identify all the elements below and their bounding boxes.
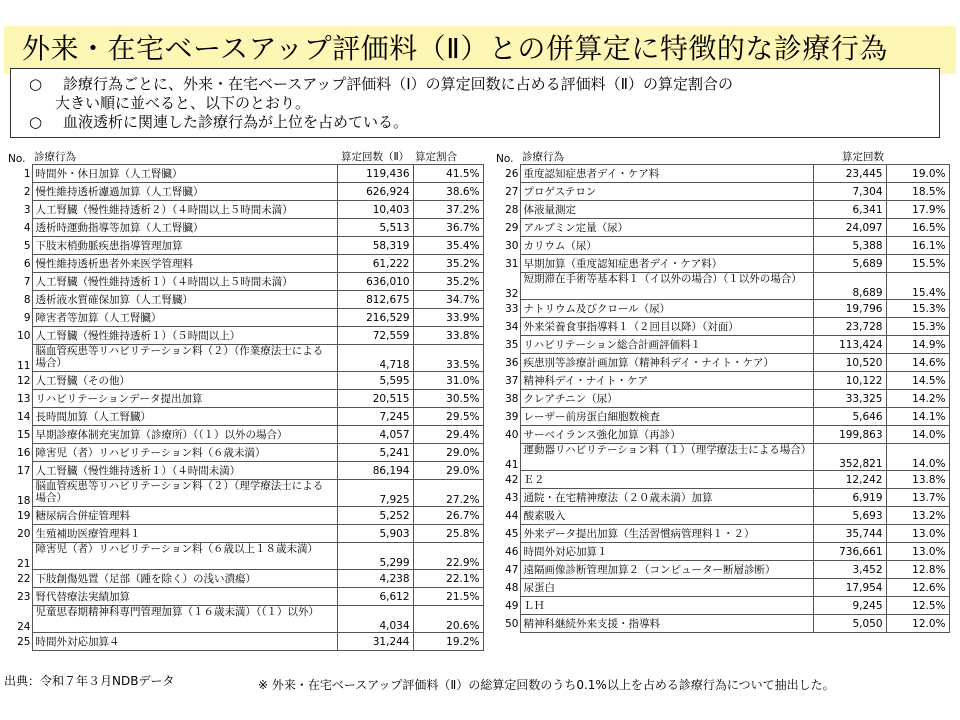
row-number: 25 [17,635,31,648]
table-row [6,201,483,219]
header-name: 診療行為 [34,151,76,163]
count-value: 6,612 [337,588,413,606]
count-value: 5,646 [813,408,886,426]
header-name: 診療行為 [522,151,564,163]
procedure-name: 時間外対応加算１ [520,543,813,561]
table-row [494,471,949,489]
count-value: 5,595 [337,372,413,390]
left-table [6,149,484,651]
table-row [494,507,949,525]
table-row [6,633,483,651]
table-row [6,408,483,426]
count-value: 19,796 [813,300,886,318]
procedure-name: クレアチニン（尿） [520,390,813,408]
row-number: 15 [17,428,31,441]
count-value: 216,529 [337,309,413,327]
table-row [6,327,483,345]
count-value: 4,238 [337,570,413,588]
procedure-name: 早期診療体制充実加算（診療所）（（１）以外の場合） [32,426,337,444]
row-number: 22 [17,572,31,585]
procedure-name: 障害者等加算（人工腎臓） [32,309,337,327]
count-value: 5,050 [813,615,886,633]
table-row [6,480,483,507]
table-row [494,444,949,471]
table-row [6,291,483,309]
row-number: 29 [505,221,519,234]
procedure-name: 人工腎臓（慢性維持透析１）（５時間以上） [32,327,337,345]
procedure-name: 慢性維持透析濾過加算（人工腎臓） [32,183,337,201]
row-number: 9 [23,311,31,324]
procedure-name: 障害児（者）リハビリテーション料（６歳未満） [32,444,337,462]
procedure-name: Ｅ２ [520,471,813,489]
footnote: ※ 外来・在宅ベースアップ評価料（Ⅱ）の総算定回数のうち0.1%以上を占める診療行為について抽出した。 [258,678,835,692]
ratio-value: 31.0% [413,372,483,390]
row-number: 2 [23,185,31,198]
table-row [494,408,949,426]
procedure-name: 児童思春期精神科専門管理加算（１６歳未満）（（１）以外） [32,606,337,633]
table-row [494,255,949,273]
table-row [494,318,949,336]
row-number: 12 [17,374,31,387]
ratio-value: 33.8% [413,327,483,345]
procedure-name: 透析液水質確保加算（人工腎臓） [32,291,337,309]
ratio-value: 13.0% [886,543,949,561]
row-number: 37 [505,374,519,387]
row-number: 43 [505,491,519,504]
table-row [6,183,483,201]
ratio-value: 12.8% [886,561,949,579]
procedure-name: 外来栄養食事指導料１（２回目以降）（対面） [520,318,813,336]
count-value: 5,689 [813,255,886,273]
row-number: 14 [17,410,31,423]
count-value: 4,718 [337,345,413,372]
ratio-value: 29.0% [413,444,483,462]
header-ratio: 算定割合 [415,151,457,163]
count-value: 10,520 [813,354,886,372]
procedure-name: サーベイランス強化加算（再診） [520,426,813,444]
ratio-value: 22.1% [413,570,483,588]
row-number: 30 [505,239,519,252]
table-row [6,606,483,633]
count-value: 5,241 [337,444,413,462]
table-row [6,165,483,183]
procedure-name: 脳血管疾患等リハビリテーション料（２）（理学療法士による場合） [32,480,337,507]
row-number: 13 [17,392,31,405]
ratio-value: 13.7% [886,489,949,507]
right-table [494,149,950,633]
ratio-value: 33.5% [413,345,483,372]
count-value: 24,097 [813,219,886,237]
row-number: 23 [17,590,31,603]
ratio-value: 14.0% [886,444,949,471]
row-number: 38 [505,392,519,405]
count-value: 8,689 [813,273,886,300]
row-number: 20 [17,527,31,540]
ratio-value: 14.0% [886,426,949,444]
ratio-value: 21.5% [413,588,483,606]
count-value: 6,919 [813,489,886,507]
table-row [6,237,483,255]
row-number: 41 [505,458,519,471]
row-number: 17 [17,464,31,477]
row-number: 40 [505,428,519,441]
table-row [494,354,949,372]
row-number: 11 [17,359,31,372]
table-row [6,345,483,372]
procedure-name: 人工腎臓（慢性維持透析２）（４時間以上５時間未満） [32,201,337,219]
table-row [494,273,949,300]
table-row [494,543,949,561]
ratio-value: 34.7% [413,291,483,309]
procedure-name: 重度認知症患者デイ・ケア料 [520,165,813,183]
table-row [6,390,483,408]
count-value: 20,515 [337,390,413,408]
table-row [6,372,483,390]
ratio-value: 29.5% [413,408,483,426]
count-value: 3,452 [813,561,886,579]
header-no: No. [8,152,26,165]
row-number: 42 [505,473,519,486]
header-count: 算定回数 [842,151,884,163]
ratio-value: 20.6% [413,606,483,633]
bullet-icon: ○ [29,113,43,131]
ratio-value: 35.2% [413,273,483,291]
table-row [6,570,483,588]
count-value: 4,057 [337,426,413,444]
count-value: 61,222 [337,255,413,273]
table-row [6,426,483,444]
ratio-value: 13.8% [886,471,949,489]
count-value: 33,325 [813,390,886,408]
procedure-name: アルブミン定量（尿） [520,219,813,237]
summary-line-1-cont: 大きい順に並べると、以下のとおり。 [55,94,311,112]
procedure-name: 腎代替療法実績加算 [32,588,337,606]
table-row [6,309,483,327]
procedure-name: 運動器リハビリテーション料（１）（理学療法士による場合） [520,444,813,471]
procedure-name: 障害児（者）リハビリテーション料（６歳以上１８歳未満） [32,543,337,570]
row-number: 21 [17,557,31,570]
table-row [494,561,949,579]
table-header-row [494,149,949,165]
ratio-value: 19.2% [413,633,483,651]
count-value: 7,925 [337,480,413,507]
row-number: 50 [505,617,519,630]
procedure-name: 生殖補助医療管理料１ [32,525,337,543]
ratio-value: 38.6% [413,183,483,201]
row-number: 47 [505,563,519,576]
table-row [494,300,949,318]
row-number: 6 [23,257,31,270]
procedure-name: 体液量測定 [520,201,813,219]
count-value: 72,559 [337,327,413,345]
ratio-value: 33.9% [413,309,483,327]
count-value: 58,319 [337,237,413,255]
row-number: 34 [505,320,519,333]
count-value: 199,863 [813,426,886,444]
ratio-value: 37.2% [413,201,483,219]
count-value: 31,244 [337,633,413,651]
count-value: 5,252 [337,507,413,525]
count-value: 10,122 [813,372,886,390]
ratio-value: 22.9% [413,543,483,570]
table-row [494,489,949,507]
ratio-value: 25.8% [413,525,483,543]
table-row [6,219,483,237]
ratio-value: 12.0% [886,615,949,633]
header-ratio [886,149,949,165]
row-number: 8 [23,293,31,306]
table-row [494,237,949,255]
ratio-value: 27.2% [413,480,483,507]
ratio-value: 14.5% [886,372,949,390]
procedure-name: ＬＨ [520,597,813,615]
row-number: 7 [23,275,31,288]
procedure-name: ナトリウム及びクロール（尿） [520,300,813,318]
source-note: 出典：令和７年３月NDBデータ [4,674,175,688]
ratio-value: 15.3% [886,318,949,336]
ratio-value: 13.0% [886,525,949,543]
ratio-value: 19.0% [886,165,949,183]
ratio-value: 18.5% [886,183,949,201]
row-number: 27 [505,185,519,198]
ratio-value: 16.1% [886,237,949,255]
table-row [494,372,949,390]
count-value: 736,661 [813,543,886,561]
row-number: 48 [505,581,519,594]
procedure-name: 長時間加算（人工腎臓） [32,408,337,426]
ratio-value: 15.4% [886,273,949,300]
table-row [494,201,949,219]
ratio-value: 17.9% [886,201,949,219]
procedure-name: 尿蛋白 [520,579,813,597]
count-value: 9,245 [813,597,886,615]
table-row [494,579,949,597]
table-row [494,615,949,633]
table-row [494,336,949,354]
count-value: 10,403 [337,201,413,219]
bullet-icon: ○ [29,75,43,93]
ratio-value: 12.5% [886,597,949,615]
count-value: 352,821 [813,444,886,471]
ratio-value: 35.4% [413,237,483,255]
count-value: 17,954 [813,579,886,597]
table-row [494,390,949,408]
row-number: 28 [505,203,519,216]
table-row [6,255,483,273]
count-value: 5,693 [813,507,886,525]
count-value: 5,513 [337,219,413,237]
count-value: 5,903 [337,525,413,543]
table-row [6,525,483,543]
row-number: 16 [17,446,31,459]
procedure-name: 精神科継続外来支援・指導料 [520,615,813,633]
row-number: 49 [505,599,519,612]
row-number: 31 [505,257,519,270]
count-value: 23,728 [813,318,886,336]
ratio-value: 29.4% [413,426,483,444]
count-value: 4,034 [337,606,413,633]
ratio-value: 15.3% [886,300,949,318]
count-value: 5,388 [813,237,886,255]
row-number: 19 [17,509,31,522]
table-row [6,507,483,525]
ratio-value: 36.7% [413,219,483,237]
summary-box [10,68,940,138]
procedure-name: 疾患別等診療計画加算（精神科デイ・ナイト・ケア） [520,354,813,372]
row-number: 24 [17,620,31,633]
procedure-name: 下肢末梢動脈疾患指導管理加算 [32,237,337,255]
table-row [494,426,949,444]
procedure-name: 下肢創傷処置（足部（踵を除く）の浅い潰瘍） [32,570,337,588]
procedure-name: カリウム（尿） [520,237,813,255]
procedure-name: 時間外対応加算４ [32,633,337,651]
count-value: 636,010 [337,273,413,291]
table-row [494,219,949,237]
procedure-name: プロゲステロン [520,183,813,201]
page-title: 外来・在宅ベースアップ評価料（Ⅱ）との併算定に特徴的な診療行為 [22,32,888,65]
table-row [494,165,949,183]
count-value: 35,744 [813,525,886,543]
ratio-value: 15.5% [886,255,949,273]
ratio-value: 16.5% [886,219,949,237]
ratio-value: 14.1% [886,408,949,426]
summary-line-1: ○ 診療行為ごとに、外来・在宅ベースアップ評価料（Ⅰ）の算定回数に占める評価料（Ⅱ）の算定割合の [29,75,734,93]
ratio-value: 29.0% [413,462,483,480]
count-value: 7,304 [813,183,886,201]
row-number: 5 [23,239,31,252]
row-number: 18 [17,494,31,507]
procedure-name: リハビリテーションデータ提出加算 [32,390,337,408]
row-number: 32 [505,287,519,300]
row-number: 26 [505,167,519,180]
procedure-name: 時間外・休日加算（人工腎臓） [32,165,337,183]
procedure-name: 精神科デイ・ナイト・ケア [520,372,813,390]
table-row [6,462,483,480]
count-value: 113,424 [813,336,886,354]
ratio-value: 14.2% [886,390,949,408]
ratio-value: 13.2% [886,507,949,525]
table-row [6,543,483,570]
ratio-value: 35.2% [413,255,483,273]
row-number: 1 [23,167,31,180]
procedure-name: 外来データ提出加算（生活習慣病管理料１・２） [520,525,813,543]
procedure-name: 遠隔画像診断管理加算２（コンピューター断層診断） [520,561,813,579]
table-header-row [6,149,483,165]
ratio-value: 12.6% [886,579,949,597]
table-row [494,525,949,543]
procedure-name: 透析時運動指導等加算（人工腎臓） [32,219,337,237]
table-row [6,273,483,291]
summary-line-2: ○ 血液透析に関連した診療行為が上位を占めている。 [29,113,409,131]
header-count: 算定回数（Ⅱ） [341,151,410,163]
ratio-value: 14.6% [886,354,949,372]
procedure-name: 糖尿病合併症管理料 [32,507,337,525]
procedure-name: リハビリテーション総合計画評価料１ [520,336,813,354]
count-value: 7,245 [337,408,413,426]
count-value: 86,194 [337,462,413,480]
procedure-name: 脳血管疾患等リハビリテーション料（２）（作業療法士による場合） [32,345,337,372]
procedure-name: レーザー前房蛋白細胞数検査 [520,408,813,426]
ratio-value: 14.9% [886,336,949,354]
row-number: 4 [23,221,31,234]
procedure-name: 人工腎臓（慢性維持透析１）（４時間以上５時間未満） [32,273,337,291]
ratio-value: 30.5% [413,390,483,408]
row-number: 39 [505,410,519,423]
procedure-name: 通院・在宅精神療法（２０歳未満）加算 [520,489,813,507]
table-row [6,444,483,462]
row-number: 35 [505,338,519,351]
row-number: 45 [505,527,519,540]
ratio-value: 26.7% [413,507,483,525]
row-number: 10 [17,329,31,342]
count-value: 12,242 [813,471,886,489]
count-value: 5,299 [337,543,413,570]
header-no: No. [496,152,514,165]
row-number: 44 [505,509,519,522]
procedure-name: 人工腎臓（その他） [32,372,337,390]
count-value: 23,445 [813,165,886,183]
ratio-value: 41.5% [413,165,483,183]
row-number: 33 [505,302,519,315]
count-value: 119,436 [337,165,413,183]
row-number: 46 [505,545,519,558]
table-row [494,597,949,615]
procedure-name: 慢性維持透析患者外来医学管理料 [32,255,337,273]
procedure-name: 人工腎臓（慢性維持透析１）（４時間未満） [32,462,337,480]
procedure-name: 短期滞在手術等基本料１（イ以外の場合）（１以外の場合） [520,273,813,300]
count-value: 626,924 [337,183,413,201]
procedure-name: 早期加算（重度認知症患者デイ・ケア料） [520,255,813,273]
table-row [494,183,949,201]
count-value: 812,675 [337,291,413,309]
row-number: 3 [23,203,31,216]
count-value: 6,341 [813,201,886,219]
table-row [6,588,483,606]
procedure-name: 酸素吸入 [520,507,813,525]
row-number: 36 [505,356,519,369]
